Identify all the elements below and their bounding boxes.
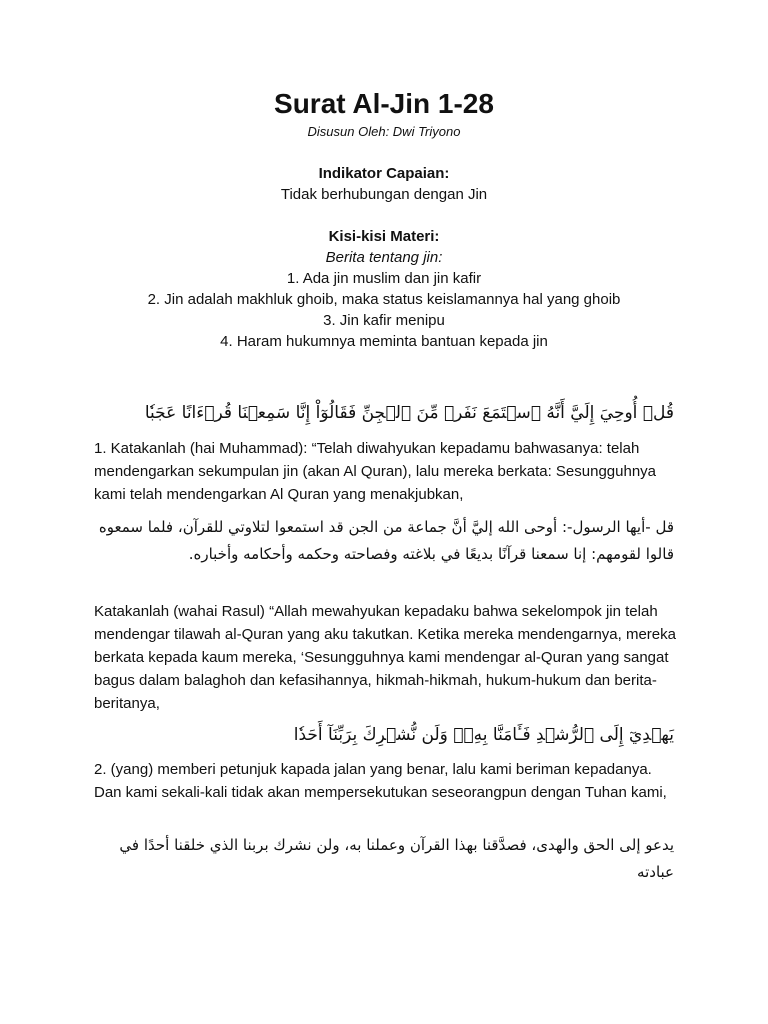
verse-2-tafsir-arabic: يدعو إلى الحق والهدى، فصدَّقنا بهذا القرآن وعملنا به، ولن نشرك بربنا الذي خلقنا أحدًا في عبادته: [119, 836, 674, 881]
verse-1-tafsir-arabic: قل -أيها الرسول-: أوحى الله إليَّ أنَّ جماعة من الجن قد استمعوا لتلاوتي للقرآن، فلما سمعوه قالوا لقومهم: إنا سمعنا قرآنًا بديعًا في بلاغته وفصاحته وحكمه وأحكامه وأخباره.: [98, 518, 674, 563]
verse-2-arabic: يَهۡدِيٓ إِلَى ٱلرُّشۡدِ فَـَٔامَنَّا بِهِۦۖ وَلَن نُّشۡرِكَ بِرَبِّنَآ أَحَدٗا: [293, 725, 674, 745]
verse-1-tafsir-translation: Katakanlah (wahai Rasul) “Allah mewahyukan kepadaku bahwa sekelompok jin telah mendengar tilawah al-Quran yang aku takutkan. Ketika mereka mendengarnya, mereka berkata kepada kaum mereka, ‘Sesungguhnya kami mendengar al-Quran yang sangat bagus dalam balaghoh dan kefasihannya, hikmah-hikmah, hukum-hukum dan berita-beritanya,: [94, 603, 676, 712]
verse-1-translation: 1. Katakanlah (hai Muhammad): “Telah diwahyukan kepadamu bahwasanya: telah mendengarkan sekumpulan jin (akan Al Quran), lalu mereka berkata: Sesungguhnya kami telah mendengarkan Al Quran yang menakjubkan,: [94, 440, 657, 503]
verse-1-arabic: قُلۡ أُوحِيَ إِلَيَّ أَنَّهُ ٱسۡتَمَعَ نَفَرٞ مِّنَ ٱلۡجِنِّ فَقَالُوٓاْ إِنَّا سَمِعۡنَا قُرۡءَانًا عَجَبٗا: [144, 403, 674, 423]
indikator-text: Tidak berhubungan dengan Jin: [280, 186, 488, 203]
kisi-item: 4. Haram hukumnya meminta bantuan kepada jin: [220, 333, 548, 350]
kisi-item: 2. Jin adalah makhluk ghoib, maka status keislamannya hal yang ghoib: [147, 291, 621, 308]
document-title: Surat Al-Jin 1-28: [274, 88, 494, 119]
author-line: Disusun Oleh: Dwi Triyono: [307, 124, 461, 139]
verse-2-translation: 2. (yang) memberi petunjuk kapada jalan yang benar, lalu kami beriman kepadanya. Dan kami sekali-kali tidak akan mempersekutukan seseorangpun dengan Tuhan kami,: [94, 761, 667, 801]
kisi-item: 3. Jin kafir menipu: [323, 312, 445, 329]
kisi-heading: Kisi-kisi Materi:: [328, 228, 440, 245]
indikator-section: [0, 163, 768, 205]
indikator-heading: Indikator Capaian:: [318, 165, 450, 182]
kisi-subheading: Berita tentang jin:: [325, 249, 443, 266]
kisi-item: 1. Ada jin muslim dan jin kafir: [286, 270, 482, 287]
kisi-section: [0, 226, 768, 352]
